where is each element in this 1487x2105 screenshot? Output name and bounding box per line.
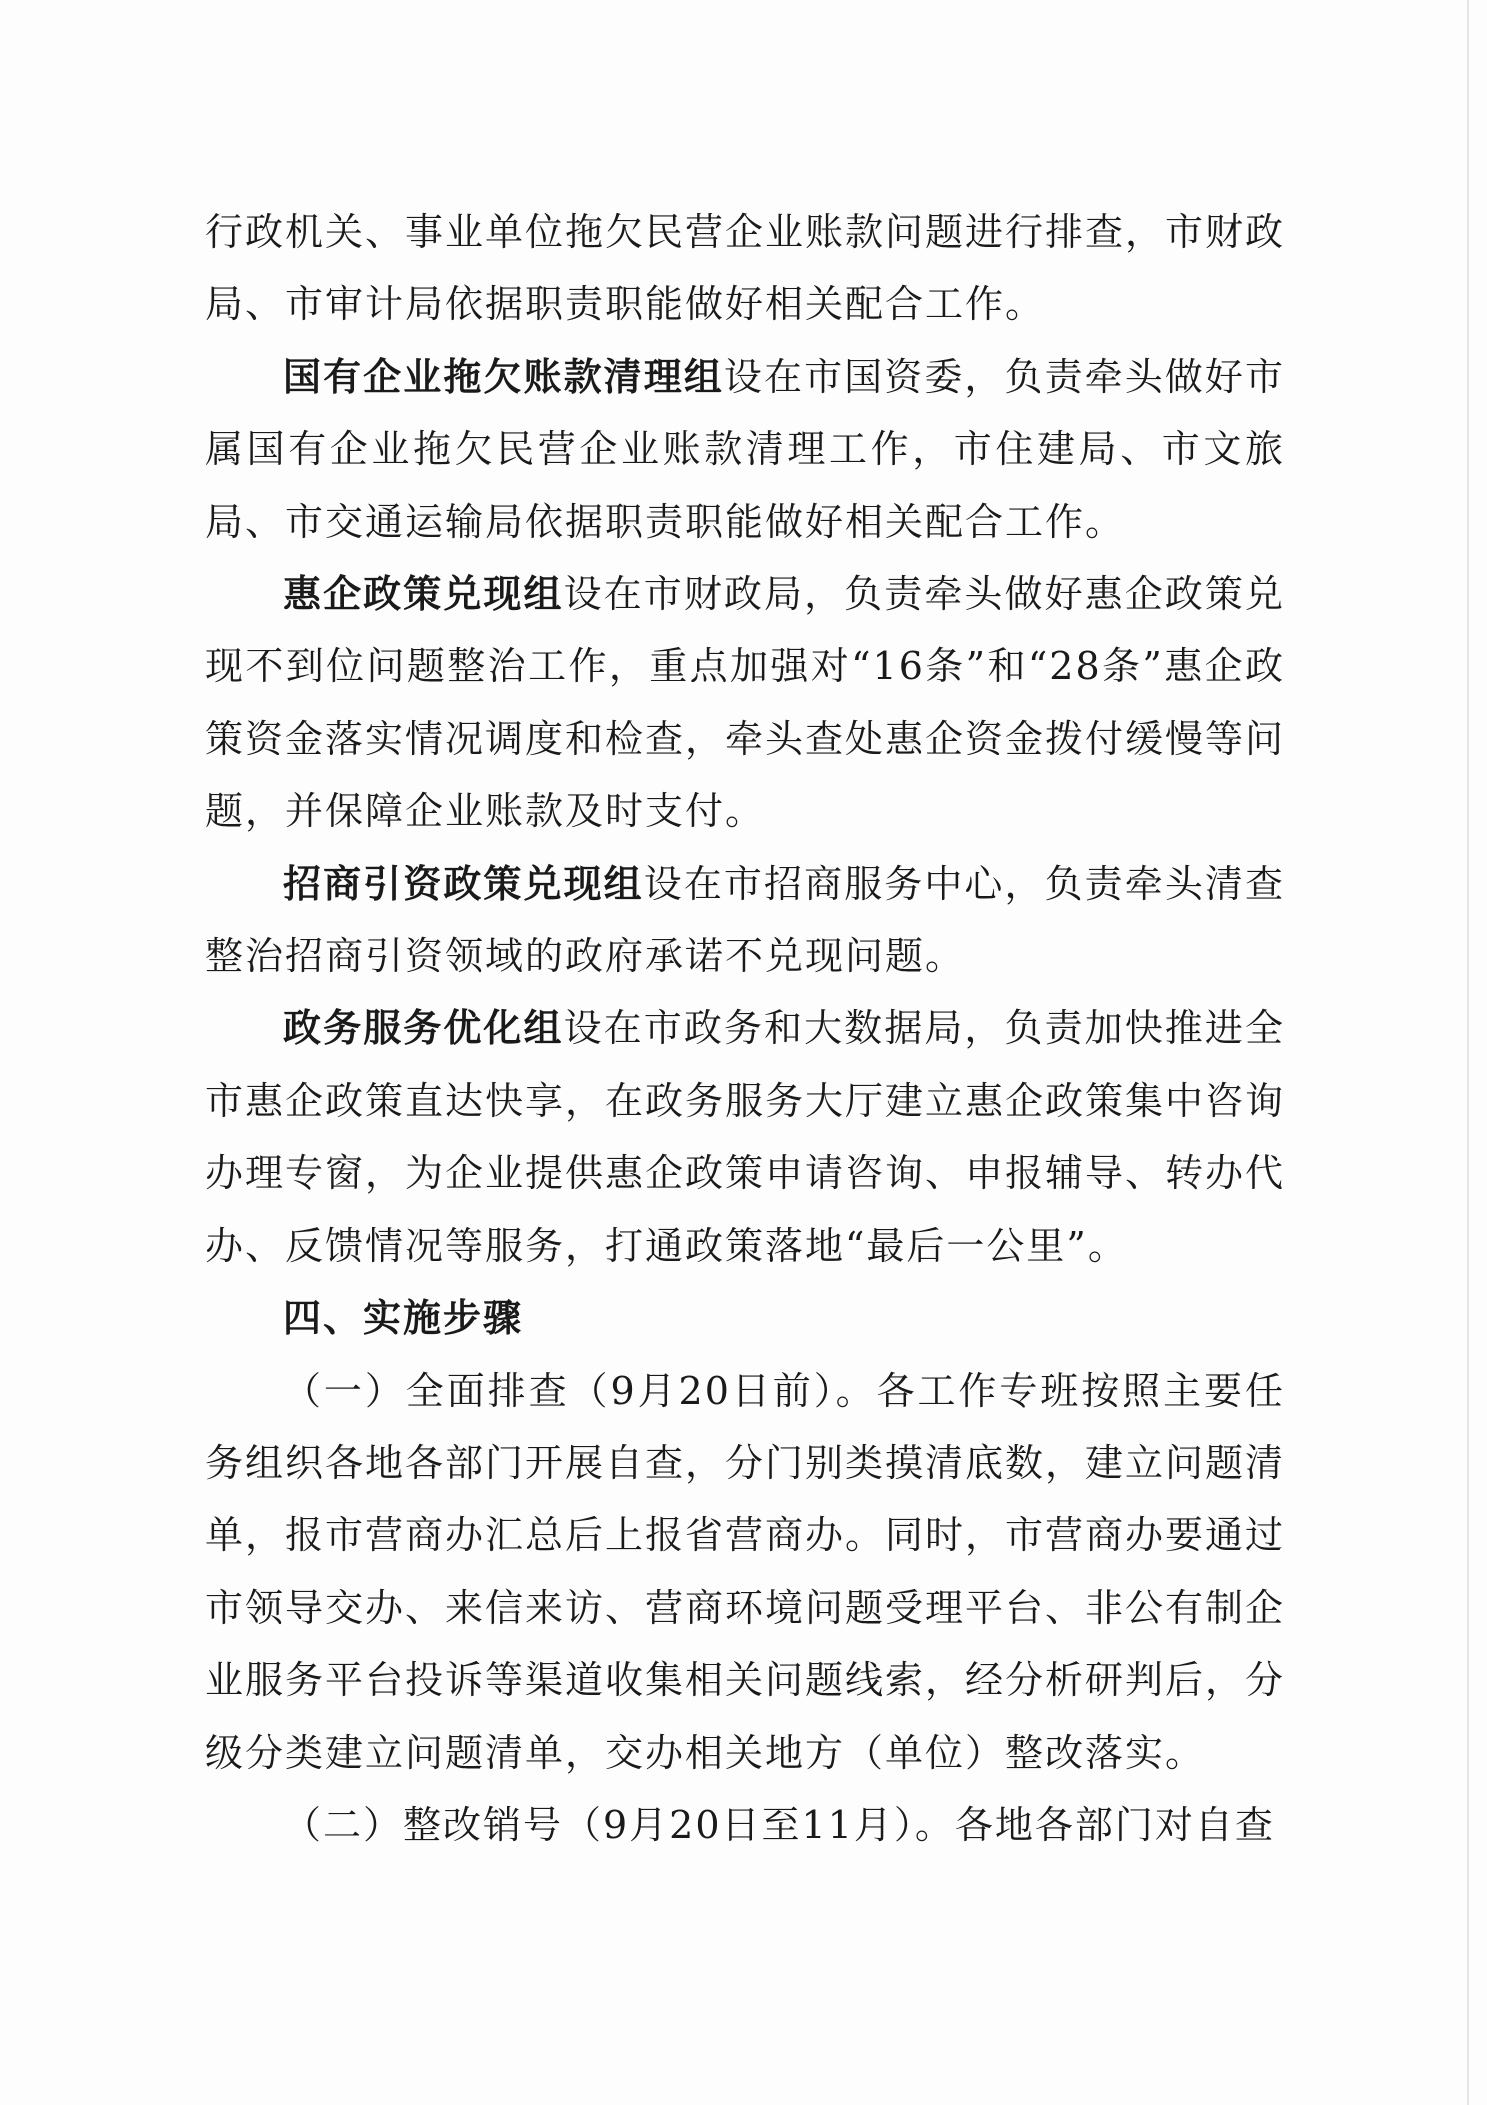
paragraph-text: 设在市财政局，负责牵头做好惠企政策兑现不到位问题整治工作，重点加强对“16条”和“28条”惠企政策资金落实情况调度和检查，牵头查处惠企资金拨付缓慢等问题，并保障企业账款及时支付。 bbox=[205, 572, 1286, 834]
page-edge-line bbox=[1467, 0, 1469, 2105]
group-name: 招商引资政策兑现组 bbox=[283, 860, 644, 906]
document-body bbox=[205, 196, 1285, 1861]
step-rectification bbox=[205, 1789, 1285, 1861]
group-name: 政务服务优化组 bbox=[283, 1005, 564, 1051]
paragraph-text: 设在市政务和大数据局，负责加快推进全市惠企政策直达快享，在政务服务大厅建立惠企政策集中咨询办理专窗，为企业提供惠企政策申请咨询、申报辅导、转办代办、反馈情况等服务，打通政策落地“最后一公里”。 bbox=[205, 1006, 1286, 1268]
group-name: 惠企政策兑现组 bbox=[283, 571, 564, 617]
paragraph-government-service-group bbox=[205, 992, 1285, 1282]
step-text: （二）整改销号（9月20日至11月）。各地各部门对自查 bbox=[283, 1802, 1275, 1847]
paragraph-text: 行政机关、事业单位拖欠民营企业账款问题进行排查，市财政局、市审计局依据职责职能做好相关配合工作。 bbox=[205, 210, 1286, 327]
paragraph-state-enterprise-group bbox=[205, 341, 1285, 558]
paragraph-text: 设在市国资委，负责牵头做好市属国有企业拖欠民营企业账款清理工作，市住建局、市文旅局、市交通运输局依据职责职能做好相关配合工作。 bbox=[205, 354, 1285, 544]
paragraph-investment-policy-group bbox=[205, 848, 1285, 993]
paragraph-continuation bbox=[205, 196, 1285, 341]
step-text: （一）全面排查（9月20日前）。各工作专班按照主要任务组织各地各部门开展自查，分门别类摸清底数，建立问题清单，报市营商办汇总后上报省营商办。同时，市营商办要通过市领导交办、来信来访、营商环境问题受理平台、非公有制企业服务平台投诉等渠道收集相关问题线索，经分析研判后，分级分类建立问题清单，交办相关地方（单位）整改落实。 bbox=[205, 1368, 1286, 1775]
group-name: 国有企业拖欠账款清理组 bbox=[283, 353, 724, 399]
step-comprehensive-inspection bbox=[205, 1355, 1285, 1789]
section-heading: 四、实施步骤 bbox=[283, 1296, 524, 1341]
paragraph-text: 设在市招商服务中心，负责牵头清查整治招商引资领域的政府承诺不兑现问题。 bbox=[205, 861, 1285, 979]
paragraph-policy-fulfillment-group bbox=[205, 558, 1285, 848]
